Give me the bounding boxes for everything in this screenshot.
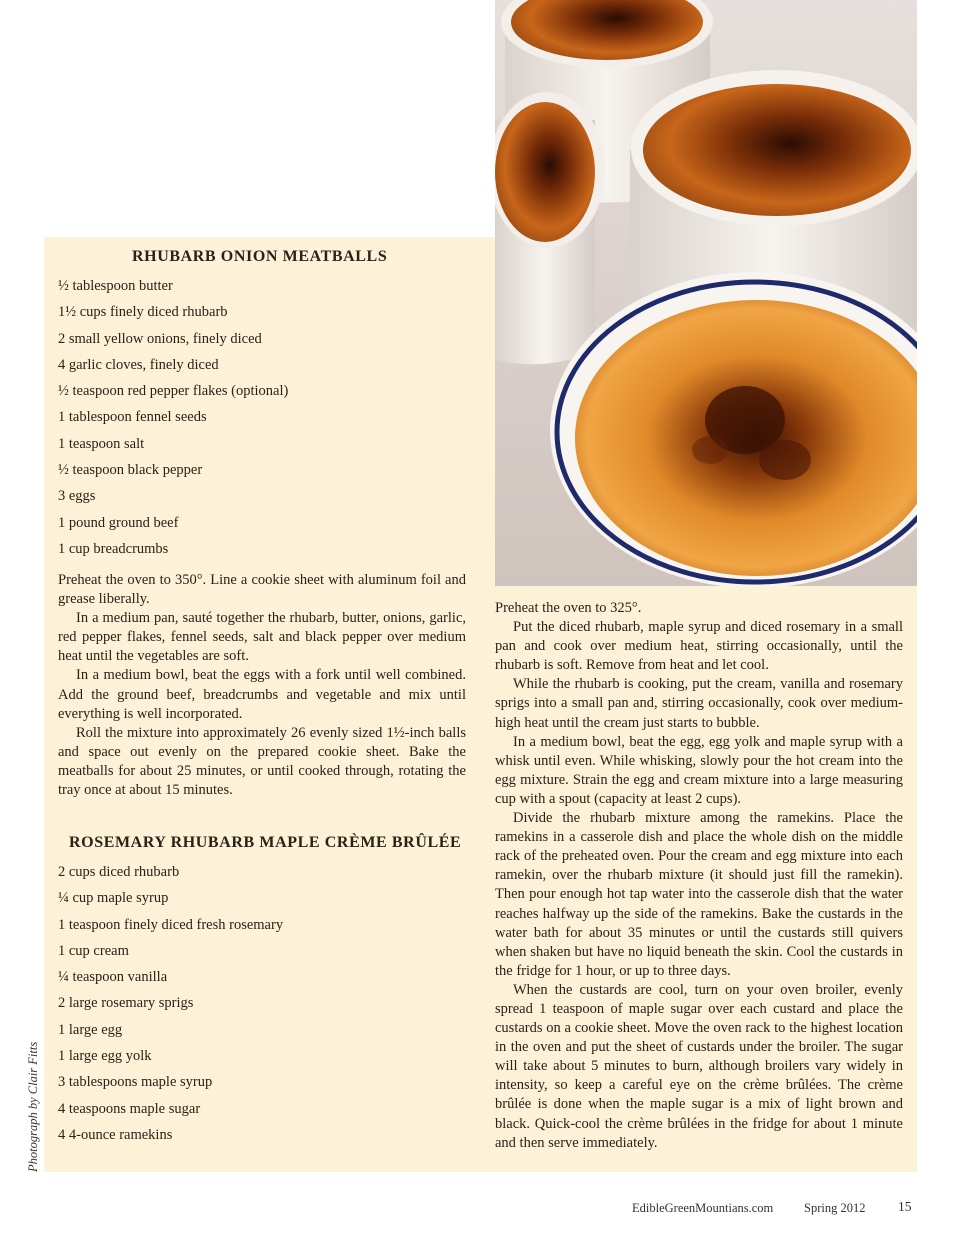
recipe-2-method	[495, 599, 903, 1153]
method-paragraph: Put the diced rhubarb, maple syrup and diced rosemary in a small pan and cook over medium heat, stirring occasionally, until the rhubarb is soft. Remove from heat and let cool.	[495, 619, 903, 674]
ingredient-item: 1 teaspoon finely diced fresh rosemary	[58, 916, 284, 933]
ingredient-item: 1 cup breadcrumbs	[58, 540, 169, 557]
ingredient-item: 1 cup cream	[58, 942, 129, 959]
ingredient-item: 4 teaspoons maple sugar	[58, 1100, 201, 1117]
ingredient-item: 1½ cups finely diced rhubarb	[58, 304, 228, 321]
recipe-1-title: RHUBARB ONION MEATBALLS	[132, 248, 388, 265]
method-paragraph: Roll the mixture into approximately 26 evenly sized 1½-inch balls and space out evenly on the prepared cookie sheet. Bake the meatballs for about 25 minutes, or until cooked through, rotating the tray once at about 15 minutes.	[58, 724, 466, 799]
ingredient-item: ½ tablespoon butter	[58, 278, 173, 294]
ingredient-item: 1 pound ground beef	[58, 514, 179, 531]
method-paragraph: Preheat the oven to 350°. Line a cookie sheet with aluminum foil and grease liberally.	[58, 572, 466, 608]
ingredient-item: 1 tablespoon fennel seeds	[58, 409, 207, 426]
ingredient-item: 4 garlic cloves, finely diced	[58, 356, 219, 373]
method-paragraph: In a medium bowl, beat the eggs with a fork until well combined. Add the ground beef, breadcrumbs and vegetable and mix until everything is well incorporated.	[58, 667, 466, 722]
ingredient-item: 1 large egg	[58, 1021, 123, 1038]
ingredient-item: 1 teaspoon salt	[58, 435, 145, 452]
footer-season: Spring 2012	[804, 1201, 866, 1215]
method-paragraph: Preheat the oven to 325°.	[495, 600, 642, 616]
ingredient-item: 2 small yellow onions, finely diced	[58, 330, 262, 347]
creme-brulee-photo	[495, 0, 917, 586]
ingredient-item: 3 tablespoons maple syrup	[58, 1074, 213, 1091]
method-paragraph: When the custards are cool, turn on your oven broiler, evenly spread 1 teaspoon of maple sugar over each custard and place the custards on a cookie sheet. Move the oven rack to the highest location in the oven and put the sheet of custards under the broiler. The sugar will take about 5 minutes to burn, although broilers vary widely in intensity, so keep a careful eye on the crème brûlées. The crème brûlée is done when the maple sugar is a mix of light brown and black. Quick-cool the crème brûlées in the fridge for about 1 minute and then serve immediately.	[495, 981, 903, 1151]
method-paragraph: In a medium bowl, beat the egg, egg yolk and maple syrup with a whisk until even. While whisking, slowly pour the hot cream into the egg mixture. Strain the egg and cream mixture into a large measuring cup with a spout (capacity at least 2 cups).	[495, 733, 903, 807]
method-paragraph: While the rhubarb is cooking, put the cream, vanilla and rosemary sprigs into a small pan and, stirring occasionally, cook over medium-high heat until the cream just starts to bubble.	[495, 676, 903, 731]
method-paragraph: In a medium pan, sauté together the rhubarb, butter, onions, garlic, red pepper flakes, fennel seeds, salt and black pepper over medium heat until the vegetables are soft.	[58, 610, 466, 665]
recipe-1-method	[58, 571, 466, 800]
ingredient-item: 1 large egg yolk	[58, 1048, 152, 1065]
ingredient-item: 2 cups diced rhubarb	[58, 864, 180, 880]
method-paragraph: Divide the rhubarb mixture among the ramekins. Place the ramekins in a casserole dish and place the whole dish on the middle rack of the preheated oven. Pour the cream and egg mixture into each ramekin, over the rhubarb mixture (it should just fill the ramekin). Then pour enough hot tap water into the casserole dish that the water reaches halfway up the side of the ramekins. Bake the custards in the water bath for about 35 minutes or until the custards still quivers when shaken but have no liquid beneath the skin. Cool the custards in the fridge for 1 hour, or up to three days.	[495, 810, 903, 979]
ingredient-item: ½ teaspoon red pepper flakes (optional)	[58, 383, 289, 400]
footer-site: EdibleGreenMountians.com	[632, 1201, 774, 1215]
recipe-1-ingredients	[58, 273, 288, 562]
ingredient-item: 2 large rosemary sprigs	[58, 995, 194, 1012]
page-number: 15	[898, 1199, 912, 1214]
ingredient-item: 4 4-ounce ramekins	[58, 1126, 173, 1143]
ingredient-item: ¼ teaspoon vanilla	[58, 969, 168, 986]
recipe-2-title: ROSEMARY RHUBARB MAPLE CRÈME BRÛLÉE	[69, 834, 462, 851]
photo-credit: Photograph by Clair Fitts	[26, 1041, 40, 1172]
ingredient-item: 3 eggs	[58, 488, 96, 505]
ingredient-item: ¼ cup maple syrup	[58, 890, 169, 907]
ingredient-item: ½ teaspoon black pepper	[58, 462, 203, 479]
recipe-2-ingredients	[58, 859, 283, 1148]
